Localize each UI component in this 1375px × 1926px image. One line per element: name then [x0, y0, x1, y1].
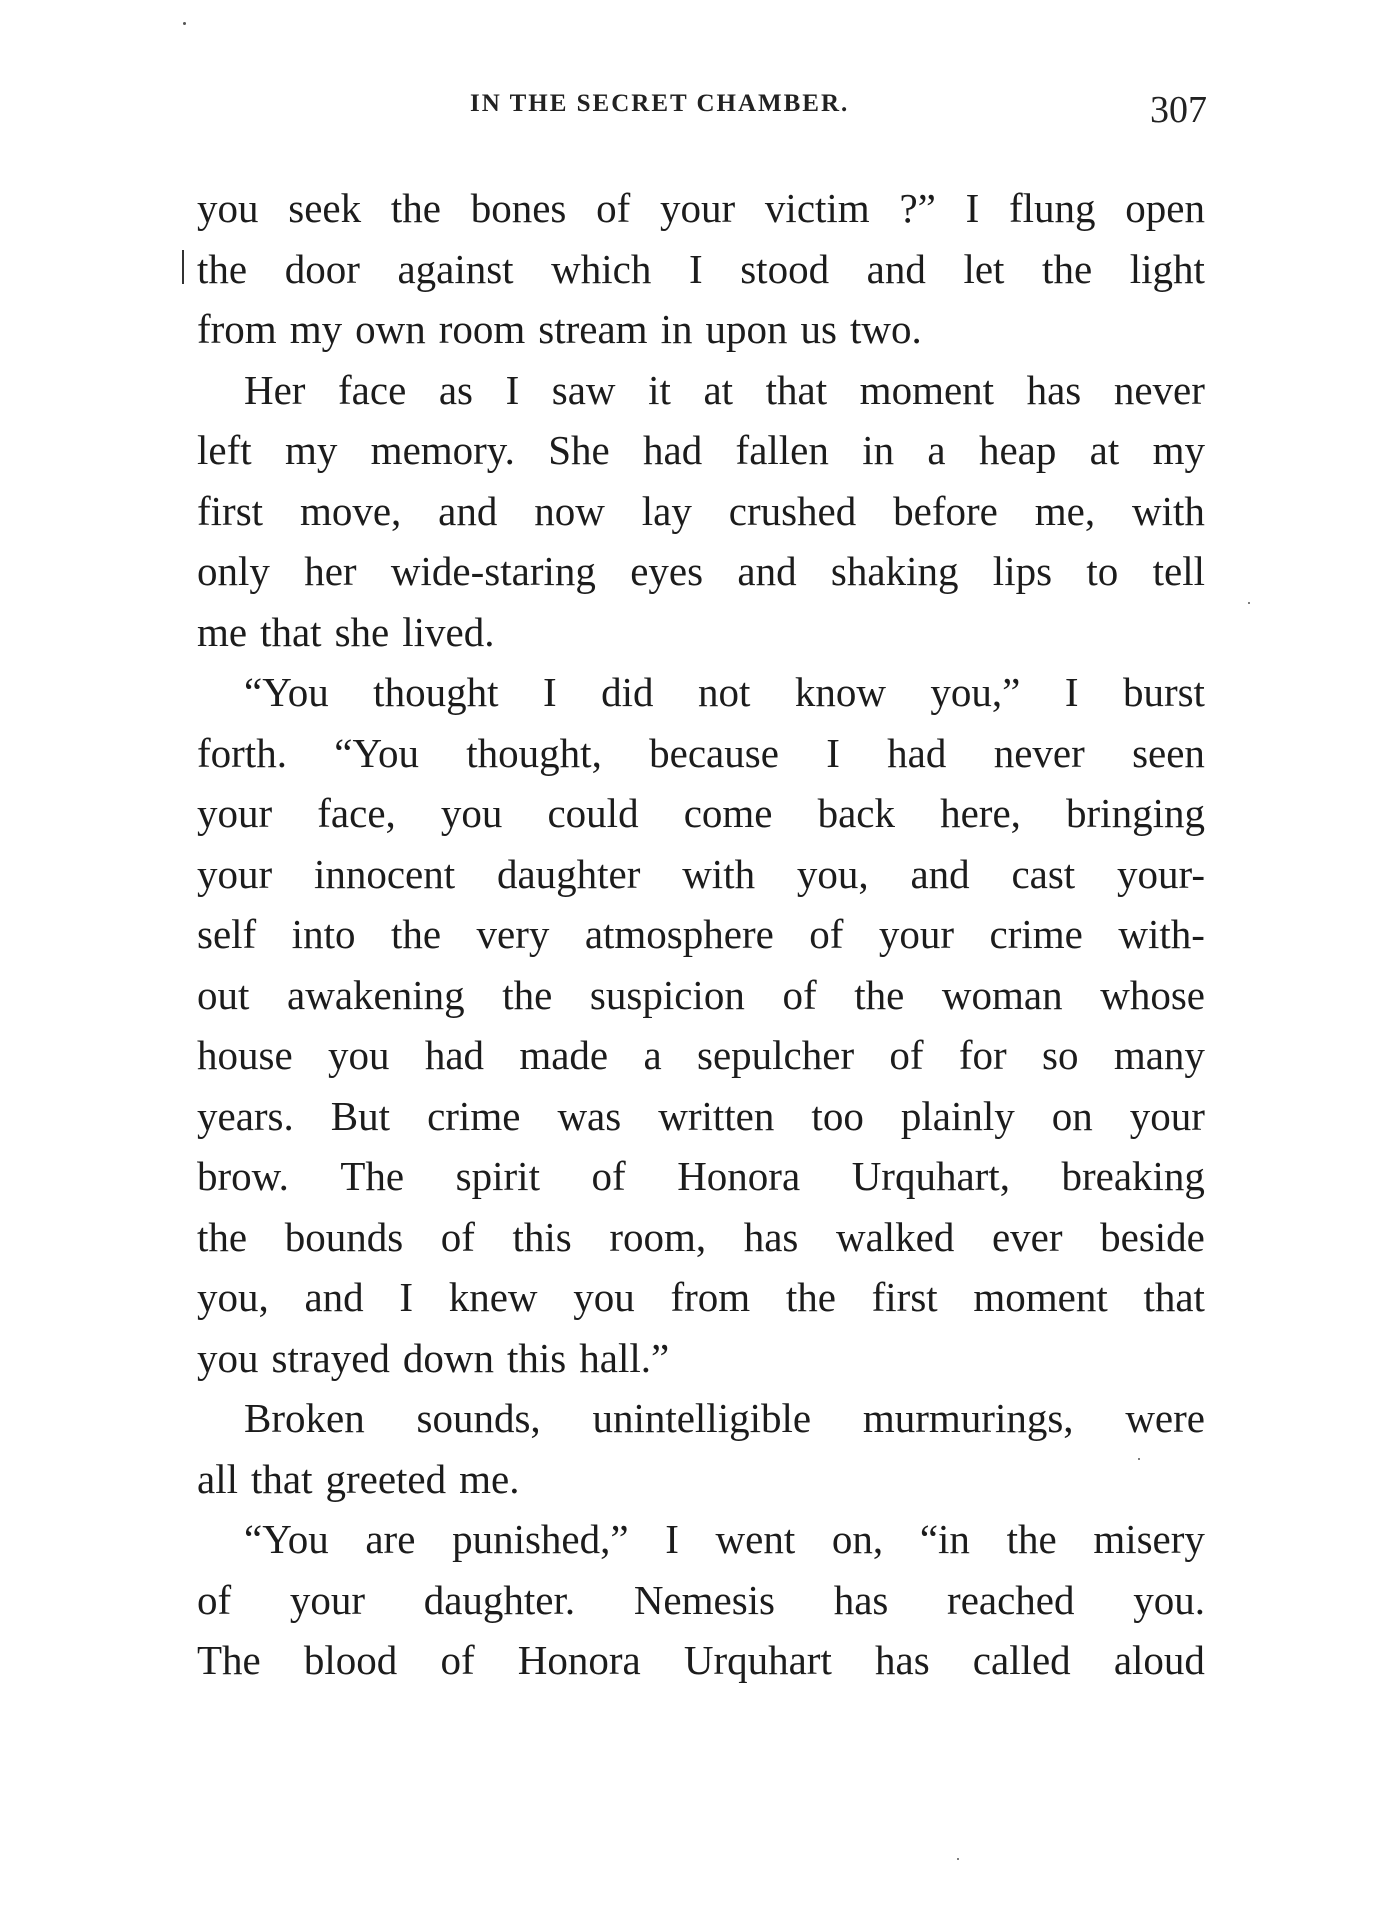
margin-mark — [182, 250, 184, 284]
text-line: me that she lived. — [197, 608, 495, 655]
text-line: of your daughter. Nemesis has reached you. — [197, 1576, 1205, 1623]
text-line: house you had made a sepulcher of for so many — [197, 1032, 1205, 1078]
text-line: “You thought I did not know you,” I burst — [244, 669, 1205, 715]
text-line: the door against which I stood and let the light — [197, 245, 1205, 292]
text-line: left my memory. She had fallen in a heap at my — [197, 427, 1205, 473]
print-speck — [183, 22, 186, 25]
text-line: you strayed down this hall.” — [197, 1334, 670, 1381]
text-line: “You are punished,” I went on, “in the misery — [244, 1516, 1205, 1562]
text-line: you, and I knew you from the first moment that — [197, 1274, 1205, 1320]
text-line: brow. The spirit of Honora Urquhart, breaking — [197, 1153, 1205, 1199]
text-line: all that greeted me. — [197, 1455, 520, 1502]
page-number: 307 — [1150, 89, 1207, 131]
body-text — [197, 178, 1205, 1691]
text-line: only her wide-staring eyes and shaking lips to tell — [197, 548, 1205, 594]
text-line: your innocent daughter with you, and cast your- — [197, 850, 1205, 897]
text-line: self into the very atmosphere of your crime with- — [197, 911, 1205, 957]
text-line: The blood of Honora Urquhart has called aloud — [197, 1637, 1205, 1683]
text-line: first move, and now lay crushed before me, with — [197, 487, 1205, 534]
text-line: Her face as I saw it at that moment has never — [244, 366, 1205, 413]
text-line: you seek the bones of your victim ?” I flung open — [197, 185, 1205, 231]
text-line: the bounds of this room, has walked ever beside — [197, 1213, 1205, 1260]
text-line: out awakening the suspicion of the woman whose — [197, 971, 1205, 1018]
text-line: your face, you could come back here, bringing — [197, 790, 1205, 836]
running-title: IN THE SECRET CHAMBER. — [470, 90, 850, 117]
text-line: years. But crime was written too plainly on your — [197, 1092, 1205, 1139]
text-line: Broken sounds, unintelligible murmurings, were — [244, 1395, 1205, 1441]
print-speck — [957, 1858, 959, 1860]
print-speck — [1248, 602, 1250, 604]
text-line: from my own room stream in upon us two. — [197, 306, 922, 352]
text-line: forth. “You thought, because I had never seen — [197, 729, 1205, 776]
